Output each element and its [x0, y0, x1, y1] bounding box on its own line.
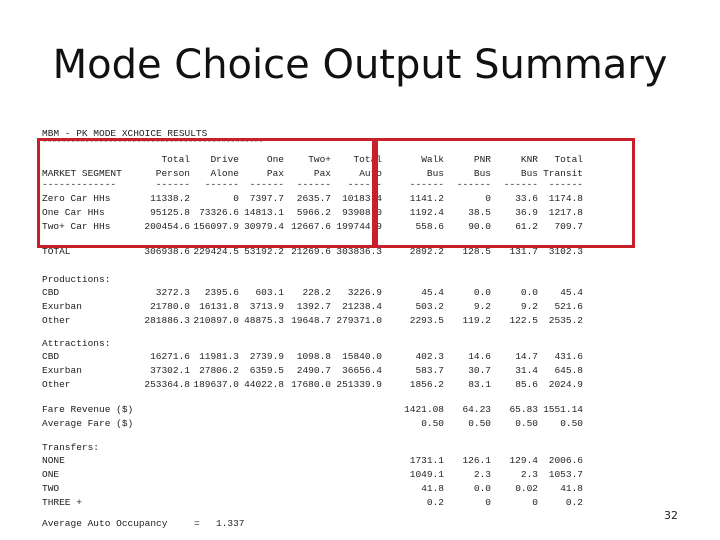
table-cell: 21269.6 [291, 246, 331, 257]
row-label: THREE + [42, 497, 82, 508]
table-cell: 2024.9 [548, 379, 583, 390]
table-cell: 0 [485, 193, 491, 204]
table-cell: 33.6 [515, 193, 538, 204]
column-header: Pax [266, 168, 284, 179]
table-cell: 7397.7 [249, 193, 284, 204]
table-cell: 131.7 [509, 246, 538, 257]
table-cell: 306938.6 [144, 246, 190, 257]
table-cell: 0.50 [468, 418, 491, 429]
table-cell: 122.5 [509, 315, 538, 326]
column-header: Bus [426, 168, 444, 179]
table-cell: 2490.7 [296, 365, 331, 376]
report-heading: MBM - PK MODE XCHOICE RESULTS [42, 128, 208, 139]
table-cell: 27806.2 [199, 365, 239, 376]
header-rule: ------ [548, 179, 583, 190]
table-cell: 709.7 [554, 221, 583, 232]
occupancy-value: 1.337 [216, 518, 245, 529]
slide-title: Mode Choice Output Summary [52, 42, 668, 88]
column-header: Total [554, 154, 583, 165]
table-cell: 0 [532, 497, 538, 508]
table-cell: 645.8 [554, 365, 583, 376]
table-cell: 229424.5 [193, 246, 239, 257]
row-label: CBD [42, 351, 60, 362]
column-header: Two+ [308, 154, 331, 165]
table-cell: 48875.3 [244, 315, 284, 326]
table-cell: 11981.3 [199, 351, 239, 362]
table-cell: 14.7 [515, 351, 538, 362]
table-cell: 36.9 [515, 207, 538, 218]
table-cell: 2293.5 [409, 315, 444, 326]
table-cell: 6359.5 [249, 365, 284, 376]
table-cell: 1421.08 [404, 404, 444, 415]
row-label: Zero Car HHs [42, 193, 111, 204]
occupancy-label: Average Auto Occupancy [42, 518, 168, 529]
row-label: Other [42, 315, 71, 326]
header-rule: ------ [503, 179, 538, 190]
table-cell: 1731.1 [409, 455, 444, 466]
table-cell: 30.7 [468, 365, 491, 376]
table-cell: 3713.9 [249, 301, 284, 312]
table-cell: 36656.4 [342, 365, 382, 376]
table-cell: 53192.2 [244, 246, 284, 257]
table-cell: 0.2 [426, 497, 444, 508]
report-separator: *********************************************** [42, 137, 263, 148]
highlight-box-right [375, 138, 635, 248]
table-cell: 2635.7 [296, 193, 331, 204]
header-rule: ------ [249, 179, 284, 190]
table-cell: 45.4 [560, 287, 583, 298]
column-header: Drive [210, 154, 239, 165]
column-header: Bus [520, 168, 538, 179]
table-cell: 281886.3 [144, 315, 190, 326]
table-cell: 19648.7 [291, 315, 331, 326]
column-header: Bus [473, 168, 491, 179]
table-cell: 1217.8 [548, 207, 583, 218]
table-cell: 83.1 [468, 379, 491, 390]
column-header: Total [161, 154, 190, 165]
table-cell: 1174.8 [548, 193, 583, 204]
table-cell: 16271.6 [150, 351, 190, 362]
row-label: Two+ Car HHs [42, 221, 111, 232]
table-cell: 128.5 [462, 246, 491, 257]
table-cell: 38.5 [468, 207, 491, 218]
table-cell: 199744.9 [336, 221, 382, 232]
header-rule: ------ [409, 179, 444, 190]
table-cell: 17680.0 [291, 379, 331, 390]
table-cell: 73326.6 [199, 207, 239, 218]
occupancy-equals: = [194, 518, 200, 529]
table-cell: 1049.1 [409, 469, 444, 480]
table-cell: 2395.6 [204, 287, 239, 298]
table-cell: 189637.0 [193, 379, 239, 390]
column-header: Alone [210, 168, 239, 179]
table-cell: 583.7 [415, 365, 444, 376]
table-cell: 37302.1 [150, 365, 190, 376]
table-cell: 90.0 [468, 221, 491, 232]
table-cell: 1192.4 [409, 207, 444, 218]
header-rule: ------------- [42, 179, 117, 190]
table-cell: 21780.0 [150, 301, 190, 312]
table-cell: 14.6 [468, 351, 491, 362]
row-label: Fare Revenue ($) [42, 404, 134, 415]
column-header: Auto [359, 168, 382, 179]
table-cell: 0 [233, 193, 239, 204]
table-cell: 9.2 [520, 301, 538, 312]
table-cell: 1392.7 [296, 301, 331, 312]
table-cell: 1856.2 [409, 379, 444, 390]
table-cell: 41.8 [560, 483, 583, 494]
table-cell: 303836.3 [336, 246, 382, 257]
header-rule: ------ [347, 179, 382, 190]
table-cell: 3102.3 [548, 246, 583, 257]
section-label: Productions: [42, 274, 111, 285]
table-cell: 1053.7 [548, 469, 583, 480]
table-cell: 3226.9 [347, 287, 382, 298]
market-segment-label: MARKET SEGMENT [42, 168, 122, 179]
row-label: NONE [42, 455, 65, 466]
row-label: Average Fare ($) [42, 418, 134, 429]
table-cell: 0 [485, 497, 491, 508]
table-cell: 558.6 [415, 221, 444, 232]
table-cell: 521.6 [554, 301, 583, 312]
table-cell: 15840.0 [342, 351, 382, 362]
table-cell: 21238.4 [342, 301, 382, 312]
table-cell: 85.6 [515, 379, 538, 390]
table-cell: 251339.9 [336, 379, 382, 390]
table-cell: 2.3 [520, 469, 538, 480]
header-rule: ------ [456, 179, 491, 190]
row-label: Other [42, 379, 71, 390]
row-label: ONE [42, 469, 60, 480]
table-cell: 45.4 [421, 287, 444, 298]
table-cell: 2.3 [473, 469, 491, 480]
section-label: Attractions: [42, 338, 111, 349]
table-cell: 0.02 [515, 483, 538, 494]
column-header: Person [155, 168, 190, 179]
table-cell: 129.4 [509, 455, 538, 466]
table-cell: 0.2 [565, 497, 583, 508]
table-cell: 0.0 [520, 287, 538, 298]
table-cell: 2739.9 [249, 351, 284, 362]
row-label: CBD [42, 287, 60, 298]
table-cell: 126.1 [462, 455, 491, 466]
table-cell: 0.50 [515, 418, 538, 429]
table-cell: 11338.2 [150, 193, 190, 204]
row-label: TOTAL [42, 246, 71, 257]
highlight-box-left [37, 138, 375, 248]
section-label: Transfers: [42, 442, 100, 453]
table-cell: 228.2 [302, 287, 331, 298]
table-cell: 14813.1 [244, 207, 284, 218]
table-cell: 61.2 [515, 221, 538, 232]
table-cell: 1551.14 [543, 404, 583, 415]
table-cell: 65.83 [509, 404, 538, 415]
header-rule: ------ [155, 179, 190, 190]
row-label: Exurban [42, 365, 82, 376]
table-cell: 210897.0 [193, 315, 239, 326]
table-cell: 2535.2 [548, 315, 583, 326]
column-header: PNR [473, 154, 491, 165]
column-header: Transit [543, 168, 583, 179]
table-cell: 10183.4 [342, 193, 382, 204]
table-cell: 16131.8 [199, 301, 239, 312]
table-cell: 5966.2 [296, 207, 331, 218]
page-number: 32 [664, 509, 678, 522]
table-cell: 156097.9 [193, 221, 239, 232]
table-cell: 431.6 [554, 351, 583, 362]
column-header: Total [353, 154, 382, 165]
table-cell: 12667.6 [291, 221, 331, 232]
row-label: Exurban [42, 301, 82, 312]
column-header: KNR [520, 154, 538, 165]
column-header: Pax [313, 168, 331, 179]
table-cell: 2892.2 [409, 246, 444, 257]
header-rule: ------ [204, 179, 239, 190]
table-cell: 30979.4 [244, 221, 284, 232]
table-cell: 603.1 [255, 287, 284, 298]
table-cell: 200454.6 [144, 221, 190, 232]
table-cell: 279371.0 [336, 315, 382, 326]
table-cell: 44022.8 [244, 379, 284, 390]
table-cell: 31.4 [515, 365, 538, 376]
table-cell: 402.3 [415, 351, 444, 362]
table-cell: 0.0 [473, 287, 491, 298]
column-header: One [266, 154, 284, 165]
column-header: Walk [421, 154, 444, 165]
table-cell: 93908.0 [342, 207, 382, 218]
table-cell: 2006.6 [548, 455, 583, 466]
table-cell: 41.8 [421, 483, 444, 494]
row-label: One Car HHs [42, 207, 105, 218]
table-cell: 119.2 [462, 315, 491, 326]
table-cell: 0.50 [560, 418, 583, 429]
table-cell: 95125.8 [150, 207, 190, 218]
header-rule: ------ [296, 179, 331, 190]
table-cell: 9.2 [473, 301, 491, 312]
table-cell: 0.0 [473, 483, 491, 494]
row-label: TWO [42, 483, 60, 494]
table-cell: 3272.3 [155, 287, 190, 298]
table-cell: 503.2 [415, 301, 444, 312]
table-cell: 1098.8 [296, 351, 331, 362]
table-cell: 0.50 [421, 418, 444, 429]
table-cell: 64.23 [462, 404, 491, 415]
table-cell: 1141.2 [409, 193, 444, 204]
table-cell: 253364.8 [144, 379, 190, 390]
